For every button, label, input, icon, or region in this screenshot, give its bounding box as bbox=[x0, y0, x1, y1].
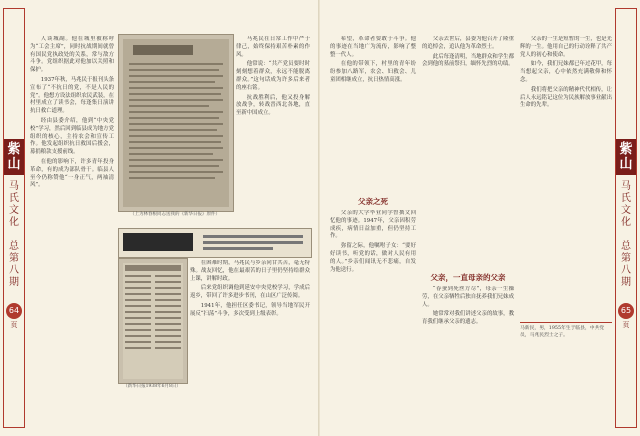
right-sidebar bbox=[615, 8, 637, 428]
newspaper-masthead-icon bbox=[119, 229, 309, 255]
newspaper-clipping-image bbox=[118, 34, 234, 212]
left-column-3-top: 马兆民在日常工作中严于律己，始终保持艰苦朴素的作风。 他常说：“共产党员要时时刻刻想着群众，永远不能脱离群众。”这句话成为许多后来者的座右铭。 抗战胜利后，他又投身解放战争，转战晋西北各地，直至新中国成立。 bbox=[236, 36, 310, 117]
left-sidebar bbox=[3, 8, 25, 428]
sidebar-title: 紫 山 bbox=[4, 139, 24, 175]
newspaper-header-image bbox=[118, 228, 312, 258]
page-label: 页 bbox=[10, 321, 18, 329]
sidebar-subtitle: 马 氏 文 化 bbox=[9, 181, 19, 228]
clipping-photo bbox=[123, 39, 229, 207]
right-column-2-bottom: “春蚕到死丝方尽”，母亲一生操劳，在父亲牺牲后独自抚养我们兄妹成人。 她常常对我们讲述父亲的故事，教育我们继承父亲的遗志。 bbox=[422, 286, 514, 326]
newspaper-caption: （新华日报1938年6月8日） bbox=[123, 384, 181, 389]
right-column-1-bottom: 父亲的大学毕业同学曾撰文回忆他的事迹。1947年，父亲因积劳成疾，病情日益加重，但仍坚持工作。 弥留之际，他嘱咐子女：“要好好读书，听党的话，做对人民有用的人。”乡亲们闻讯无不悲痛，自发为他送行。 bbox=[330, 210, 416, 273]
sidebar-volume: 总 第 八 期 bbox=[9, 241, 19, 288]
right-column-1-top: 希望，革命者要敢于斗争。他的事迹在当地广为流传，影响了整整一代人。 在他的带领下，村里的青年纷纷参加八路军，农会、妇救会、儿童团相继成立，抗日热情高涨。 bbox=[330, 36, 416, 83]
heading-father-death: 父亲之死 bbox=[358, 197, 388, 206]
author-footnote: 马新民，男，1955年生于临县，中共党员，马兆民烈士之子。 bbox=[520, 322, 612, 339]
left-column-1: 人谈城副。他在城里被称呼为“工会主席”，同时抗战期间就曾有国民党执政处的关系，常与敌方斗争。党组织据此对他加以关照和保护。 1937年秋，马兆民于报刊头条宣布了“不抗日的党，不是人民的党”。他想方设法组织农民武装，在村里成立了读书会，每逢集日演讲抗日救亡道理。 经由县委介绍，他到“中央党校”学习，然后回到临县成为地方党组织的核心，主持农会和宣传工作。他发起组织抗日救国后援会，募捐粮款支援前线。 在他的影响下，许多青年投身革命，有的成为部队骨干。临县人至今仍称赞他“一身正气，两袖清风”。 bbox=[30, 36, 114, 189]
newspaper-page-image bbox=[118, 258, 188, 384]
sidebar-subtitle: 马 氏 文 化 bbox=[621, 181, 631, 228]
right-column-2-top: 父亲去世后，县委为他召开了隆重的追悼会，追认他为革命烈士。 此后每逢清明，当地群众和学生都会到他的墓前祭扫，缅怀先烈的功绩。 bbox=[422, 36, 514, 68]
newspaper-text-icon bbox=[123, 263, 183, 379]
page-label: 页 bbox=[622, 321, 630, 329]
newspaper-page-photo bbox=[123, 263, 183, 379]
heading-mother-father: 父亲，一直母亲的父亲 bbox=[430, 273, 506, 282]
sidebar-title: 紫 山 bbox=[616, 139, 636, 175]
sidebar-volume: 总 第 八 期 bbox=[621, 241, 631, 288]
page-number: 65 bbox=[618, 303, 634, 319]
page-number: 64 bbox=[6, 303, 22, 319]
clipping-texture-icon bbox=[123, 39, 229, 207]
right-page bbox=[320, 0, 640, 436]
clipping-caption: （上为林春根同志送我的《新华日报》原件） bbox=[130, 212, 220, 217]
left-column-2-bottom: 在困难时期，马兆民与乡亲同甘共苦，毫无特殊。战友回忆，他在最艰苦的日子里仍坚持给群众上课，讲解时政。 后来党组织调他到延安中央党校学习，学成后返乡，带回了许多进步书刊，在山区广泛传阅。 1941年，他担任区委书记，领导当地军民开展反“扫荡”斗争，多次受到上级表彰。 bbox=[190, 260, 310, 317]
right-column-3: 父亲的一生是短暂的一生，也是光辉的一生。他用自己的行动诠释了共产党人的初心和使命。 如今，我们兄妹都已年过花甲，每当想起父亲，心中依然充满敬仰和怀念。 我们将把父亲的精神代代相传，让后人永远铭记这位为民族解放事业献出生命的先辈。 bbox=[520, 36, 612, 109]
